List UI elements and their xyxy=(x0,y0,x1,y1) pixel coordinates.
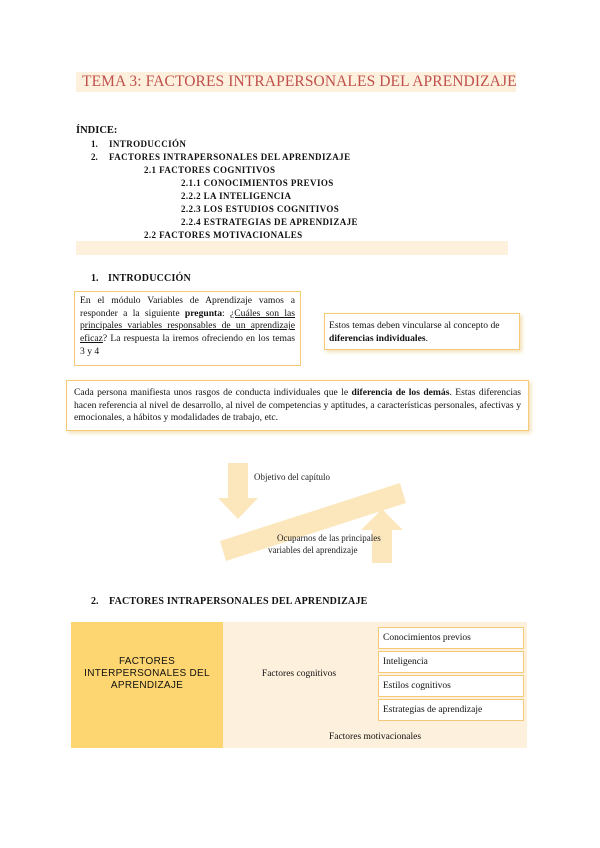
section-number: 2. xyxy=(91,596,99,607)
section-title-introduccion: INTRODUCCIÓN xyxy=(108,273,191,284)
toc-item-factores-intrapersonales: FACTORES INTRAPERSONALES DEL APRENDIZAJE xyxy=(109,152,351,162)
toc-item-estrategias: 2.2.4 ESTRATEGIAS DE APRENDIZAJE xyxy=(181,217,358,227)
diagram-bottom-label-1: Ocuparnos de las principales xyxy=(277,533,381,543)
toc-item-factores-cognitivos: 2.1 FACTORES COGNITIVOS xyxy=(144,165,276,175)
index-heading: ÍNDICE: xyxy=(76,125,118,136)
cognitive-subfactors-cell xyxy=(375,622,527,726)
toc-number: 1. xyxy=(91,139,98,149)
factors-table xyxy=(71,622,527,748)
index-bottom-bar xyxy=(76,241,508,255)
intro-question-box: En el módulo Variables de Aprendizaje vamos a responder a la siguiente pregunta: ¿Cuáles son las principales variables responsables de un aprendizaje eficaz? La respuesta la iremos ofreciendo en los temas 3 y 4 xyxy=(74,291,301,366)
subfactor-item: Inteligencia xyxy=(378,651,524,673)
page-title: TEMA 3: FACTORES INTRAPERSONALES DEL APRENDIZAJE xyxy=(82,73,517,90)
toc-number: 2. xyxy=(91,152,98,162)
toc-item-conocimientos-previos: 2.1.1 CONOCIMIENTOS PREVIOS xyxy=(181,178,334,188)
differences-description-box: Cada persona manifiesta unos rasgos de conducta individuales que le diferencia de los demás. Estas diferencias hacen referencia al nivel de desarrollo, al nivel de competencias y aptitudes, a características personales, afectivas y emocionales, a hábitos y modalidades de trabajo, etc. xyxy=(66,380,529,431)
factors-main-cell: FACTORES INTERPERSONALES DEL APRENDIZAJE xyxy=(71,622,223,726)
subfactor-item: Conocimientos previos xyxy=(378,627,524,649)
toc-item-estudios-cognitivos: 2.2.3 LOS ESTUDIOS COGNITIVOS xyxy=(181,204,340,214)
individual-differences-box: Estos temas deben vincularse al concepto de diferencias individuales. xyxy=(324,313,520,350)
section-title-factores: FACTORES INTRAPERSONALES DEL APRENDIZAJE xyxy=(109,596,368,607)
subfactor-item: Estilos cognitivos xyxy=(378,675,524,697)
factors-main-cell-bottom xyxy=(71,726,223,748)
subfactor-item: Estrategias de aprendizaje xyxy=(378,699,524,721)
motivational-factors-cell: Factores motivacionales xyxy=(223,726,527,748)
toc-item-inteligencia: 2.2.2 LA INTELIGENCIA xyxy=(181,191,292,201)
diagram-top-label: Objetivo del capítulo xyxy=(254,472,330,482)
diagram-bottom-label-2: variables del aprendizaje xyxy=(268,545,358,555)
toc-item-introduccion: INTRODUCCIÓN xyxy=(109,139,187,149)
section-number: 1. xyxy=(91,273,99,284)
down-arrow-icon xyxy=(218,463,258,519)
cognitive-factors-cell: Factores cognitivos xyxy=(223,622,375,726)
toc-item-factores-motivacionales: 2.2 FACTORES MOTIVACIONALES xyxy=(144,230,303,240)
